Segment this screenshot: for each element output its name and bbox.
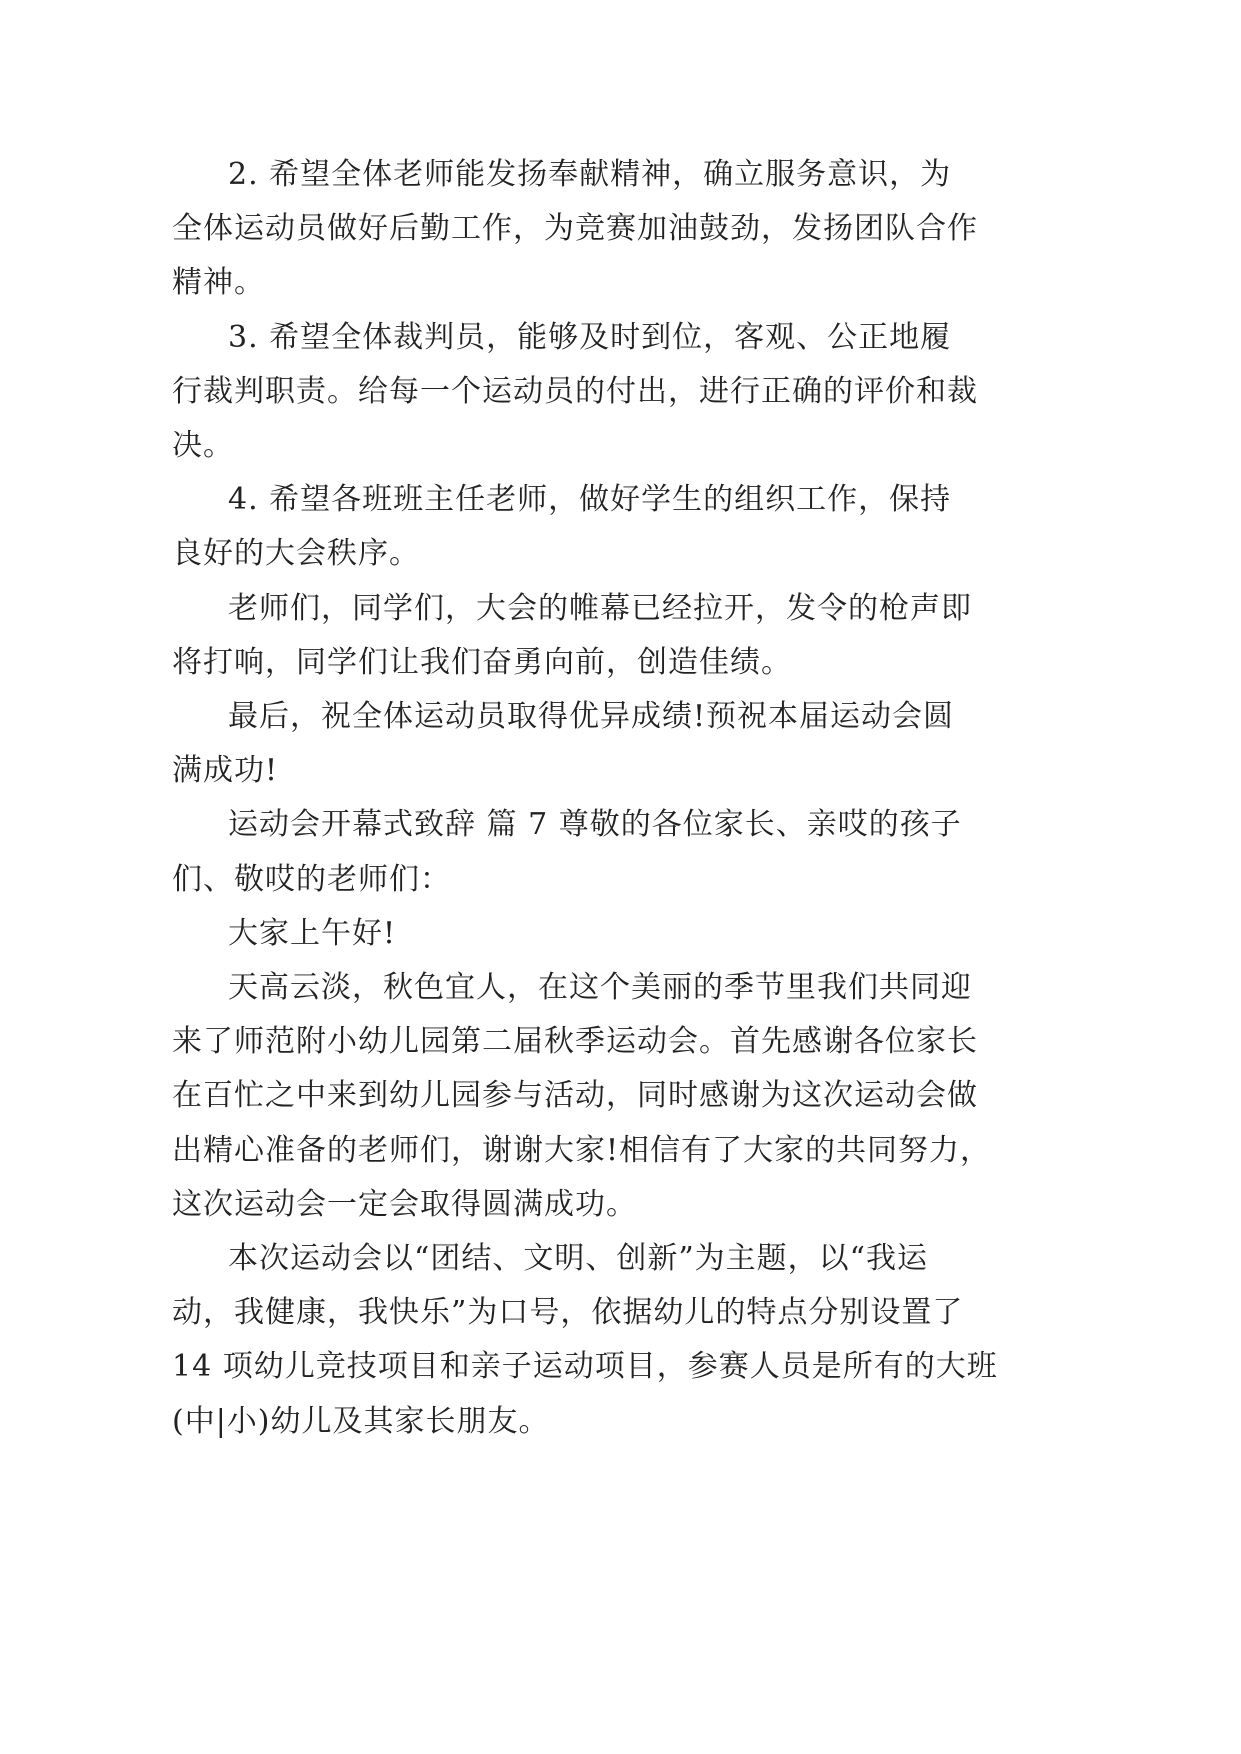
text-line: 将打响，同学们让我们奋勇向前，创造佳绩。 — [172, 645, 792, 680]
text-line: 动，我健康，我快乐”为口号，依据幼儿的特点分别设置了 — [172, 1295, 964, 1330]
text-line: 们、敬哎的老师们： — [172, 862, 451, 897]
text-line: 全体运动员做好后勤工作，为竞赛加油鼓劲，发扬团队合作 — [172, 211, 978, 246]
text-line: 精神。 — [172, 265, 265, 300]
text-line: 天高云淡，秋色宜人，在这个美丽的季节里我们共同迎 — [228, 970, 972, 1005]
text-line: 良好的大会秩序。 — [172, 536, 420, 571]
text-line: 决。 — [172, 428, 234, 463]
text-line: 出精心准备的老师们，谢谢大家!相信有了大家的共同努力， — [172, 1133, 992, 1168]
text-line: 14 项幼儿竞技项目和亲子运动项目，参赛人员是所有的大班 — [172, 1349, 998, 1384]
text-line: 满成功! — [172, 753, 279, 788]
text-line: 4. 希望各班班主任老师，做好学生的组织工作，保持 — [228, 482, 952, 517]
text-line: (中|小)幼儿及其家长朋友。 — [172, 1404, 550, 1439]
text-line: 老师们，同学们，大会的帷幕已经拉开，发令的枪声即 — [228, 591, 972, 626]
text-line: 本次运动会以“团结、文明、创新”为主题，以“我运 — [228, 1241, 929, 1276]
text-line: 最后，祝全体运动员取得优异成绩!预祝本届运动会圆 — [228, 699, 955, 734]
text-line: 3. 希望全体裁判员，能够及时到位，客观、公正地履 — [228, 320, 952, 355]
text-line: 2. 希望全体老师能发扬奉献精神，确立服务意识，为 — [228, 157, 952, 192]
text-line: 来了师范附小幼儿园第二届秋季运动会。首先感谢各位家长 — [172, 1024, 978, 1059]
text-line: 在百忙之中来到幼儿园参与活动，同时感谢为这次运动会做 — [172, 1078, 978, 1113]
text-line: 这次运动会一定会取得圆满成功。 — [172, 1187, 637, 1222]
text-line: 行裁判职责。给每一个运动员的付出，进行正确的评价和裁 — [172, 374, 978, 409]
text-line: 运动会开幕式致辞 篇 7 尊敬的各位家长、亲哎的孩子 — [228, 807, 962, 842]
text-line: 大家上午好! — [228, 916, 397, 951]
